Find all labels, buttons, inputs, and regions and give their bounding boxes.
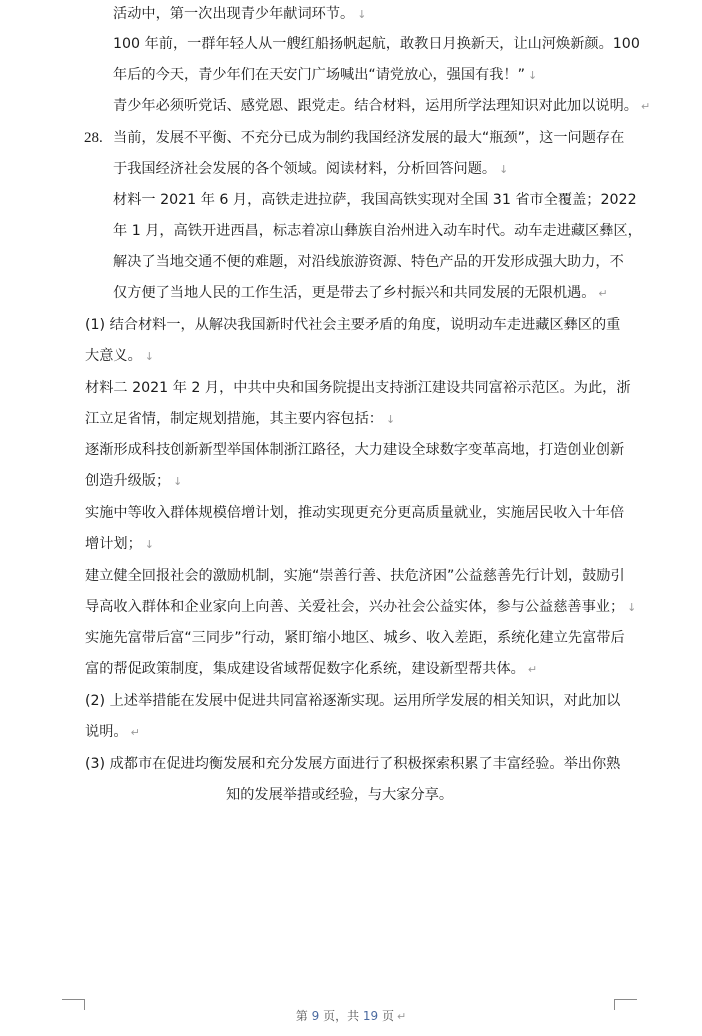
- line-break-mark: ↓: [357, 8, 367, 21]
- material-one-line: [113, 283, 608, 304]
- material-two-line: [85, 628, 625, 648]
- line-text: 说明。: [85, 724, 128, 740]
- line-text: 实施中等收入群体规模倍增计划，推动实现更充分更高质量就业，实施居民收入十年倍: [85, 505, 625, 521]
- page-footer: [0, 1007, 702, 1024]
- text-line: [113, 96, 650, 117]
- sub-question-2: [85, 722, 140, 743]
- line-text: 材料二 2021 年 2 月，中共中央和国务院提出支持浙江建设共同富裕示范区。为此，浙: [85, 380, 631, 396]
- line-text: 建立健全回报社会的激励机制，实施“崇善行善、扶危济困”公益慈善先行计划，鼓励引: [85, 568, 625, 584]
- line-break-mark: ↓: [144, 538, 154, 551]
- text-line: [113, 4, 366, 25]
- material-two-line: [85, 566, 625, 586]
- line-text: 富的帮促政策制度，集成建设省域帮促数字化系统，建设新型帮共体。: [85, 661, 525, 677]
- material-two-line: [85, 659, 537, 680]
- line-text: (3) 成都市在促进均衡发展和充分发展方面进行了积极探索积累了丰富经验。举出你熟: [85, 756, 621, 772]
- material-two-line: [85, 471, 182, 492]
- sub-question-3: [226, 785, 453, 805]
- question-28-line: [113, 128, 624, 148]
- line-text: 100 年前，一群年轻人从一艘红船扬帆起航，敢教日月换新天，让山河焕新颜。100: [113, 36, 640, 52]
- line-text: 解决了当地交通不便的难题，对沿线旅游资源、特色产品的开发形成强大助力，不: [113, 254, 624, 270]
- line-text: 知的发展举措或经验，与大家分享。: [226, 787, 454, 803]
- material-two-line: [85, 409, 395, 430]
- footer-middle: 页，共: [323, 1009, 360, 1023]
- line-text: 逐渐形成科技创新新型举国体制浙江路径，大力建设全球数字变革高地，打造创业创新: [85, 442, 625, 458]
- line-text: 增计划；: [85, 536, 142, 552]
- material-one-line: [113, 190, 637, 210]
- line-text: 于我国经济社会发展的各个领域。阅读材料，分析回答问题。: [113, 161, 497, 177]
- line-break-mark: ↓: [499, 163, 509, 176]
- text-line: [113, 65, 537, 86]
- sub-question-1: [85, 315, 620, 335]
- paragraph-mark: ↵: [527, 663, 538, 676]
- line-break-mark: ↓: [527, 69, 538, 82]
- paragraph-mark: ↵: [598, 287, 608, 300]
- line-text: 仅方便了当地人民的工作生活，更是带去了乡村振兴和共同发展的无限机遇。: [113, 285, 596, 301]
- material-two-line: [85, 440, 624, 460]
- line-text: 年 1 月，高铁开进西昌，标志着凉山彝族自治州进入动车时代。动车走进藏区彝区，: [113, 223, 642, 239]
- line-text: 活动中，第一次出现青少年献词环节。: [113, 6, 355, 22]
- text-line: [113, 34, 640, 54]
- line-break-mark: ↓: [173, 475, 183, 488]
- sub-question-3: [85, 754, 620, 774]
- footer-prefix: 第: [295, 1009, 308, 1023]
- material-two-line: [85, 378, 631, 398]
- material-two-line: [85, 597, 636, 618]
- paragraph-mark: ↵: [640, 100, 651, 113]
- line-text: 材料一 2021 年 6 月，高铁走进拉萨，我国高铁实现对全国 31 省市全覆盖；2022: [113, 192, 637, 208]
- material-one-line: [113, 221, 642, 241]
- line-text: 创造升级版；: [85, 473, 171, 489]
- line-text: 当前，发展不平衡、不充分已成为制约我国经济发展的最大“瓶颈”，这一问题存在: [113, 130, 625, 146]
- paragraph-mark: ↵: [397, 1010, 407, 1023]
- question-number: 28.: [84, 130, 103, 146]
- line-text: (2) 上述举措能在发展中促进共同富裕逐渐实现。运用所学发展的相关知识，对此加以: [85, 693, 621, 709]
- line-break-mark: ↓: [144, 350, 154, 363]
- material-two-line: [85, 534, 154, 555]
- material-one-line: [113, 252, 624, 272]
- footer-suffix: 页: [382, 1009, 395, 1023]
- line-text: 年后的今天，青少年们在天安门广场喊出“请党放心，强国有我！”: [113, 67, 525, 83]
- sub-question-1: [85, 346, 154, 367]
- line-text: 青少年必须听党话、感党恩、跟党走。结合材料，运用所学法理知识对此加以说明。: [113, 98, 638, 114]
- line-break-mark: ↓: [385, 413, 396, 426]
- material-two-line: [85, 503, 624, 523]
- line-text: 导高收入群体和企业家向上向善、关爱社会，兴办社会公益实体，参与公益慈善事业；: [85, 599, 625, 615]
- question-28-line: [113, 159, 508, 180]
- sub-question-2: [85, 691, 620, 711]
- line-text: 实施先富带后富“三同步”行动，紧盯缩小地区、城乡、收入差距，系统化建立先富带后: [85, 630, 625, 646]
- line-text: 大意义。: [85, 348, 142, 364]
- current-page-number: 9: [311, 1009, 320, 1023]
- paragraph-mark: ↵: [130, 726, 140, 739]
- line-break-mark: ↓: [627, 601, 637, 614]
- line-text: (1) 结合材料一，从解决我国新时代社会主要矛盾的角度，说明动车走进藏区彝区的重: [85, 317, 621, 333]
- total-pages: 19: [362, 1009, 379, 1023]
- line-text: 江立足省情，制定规划措施，其主要内容包括：: [85, 411, 383, 427]
